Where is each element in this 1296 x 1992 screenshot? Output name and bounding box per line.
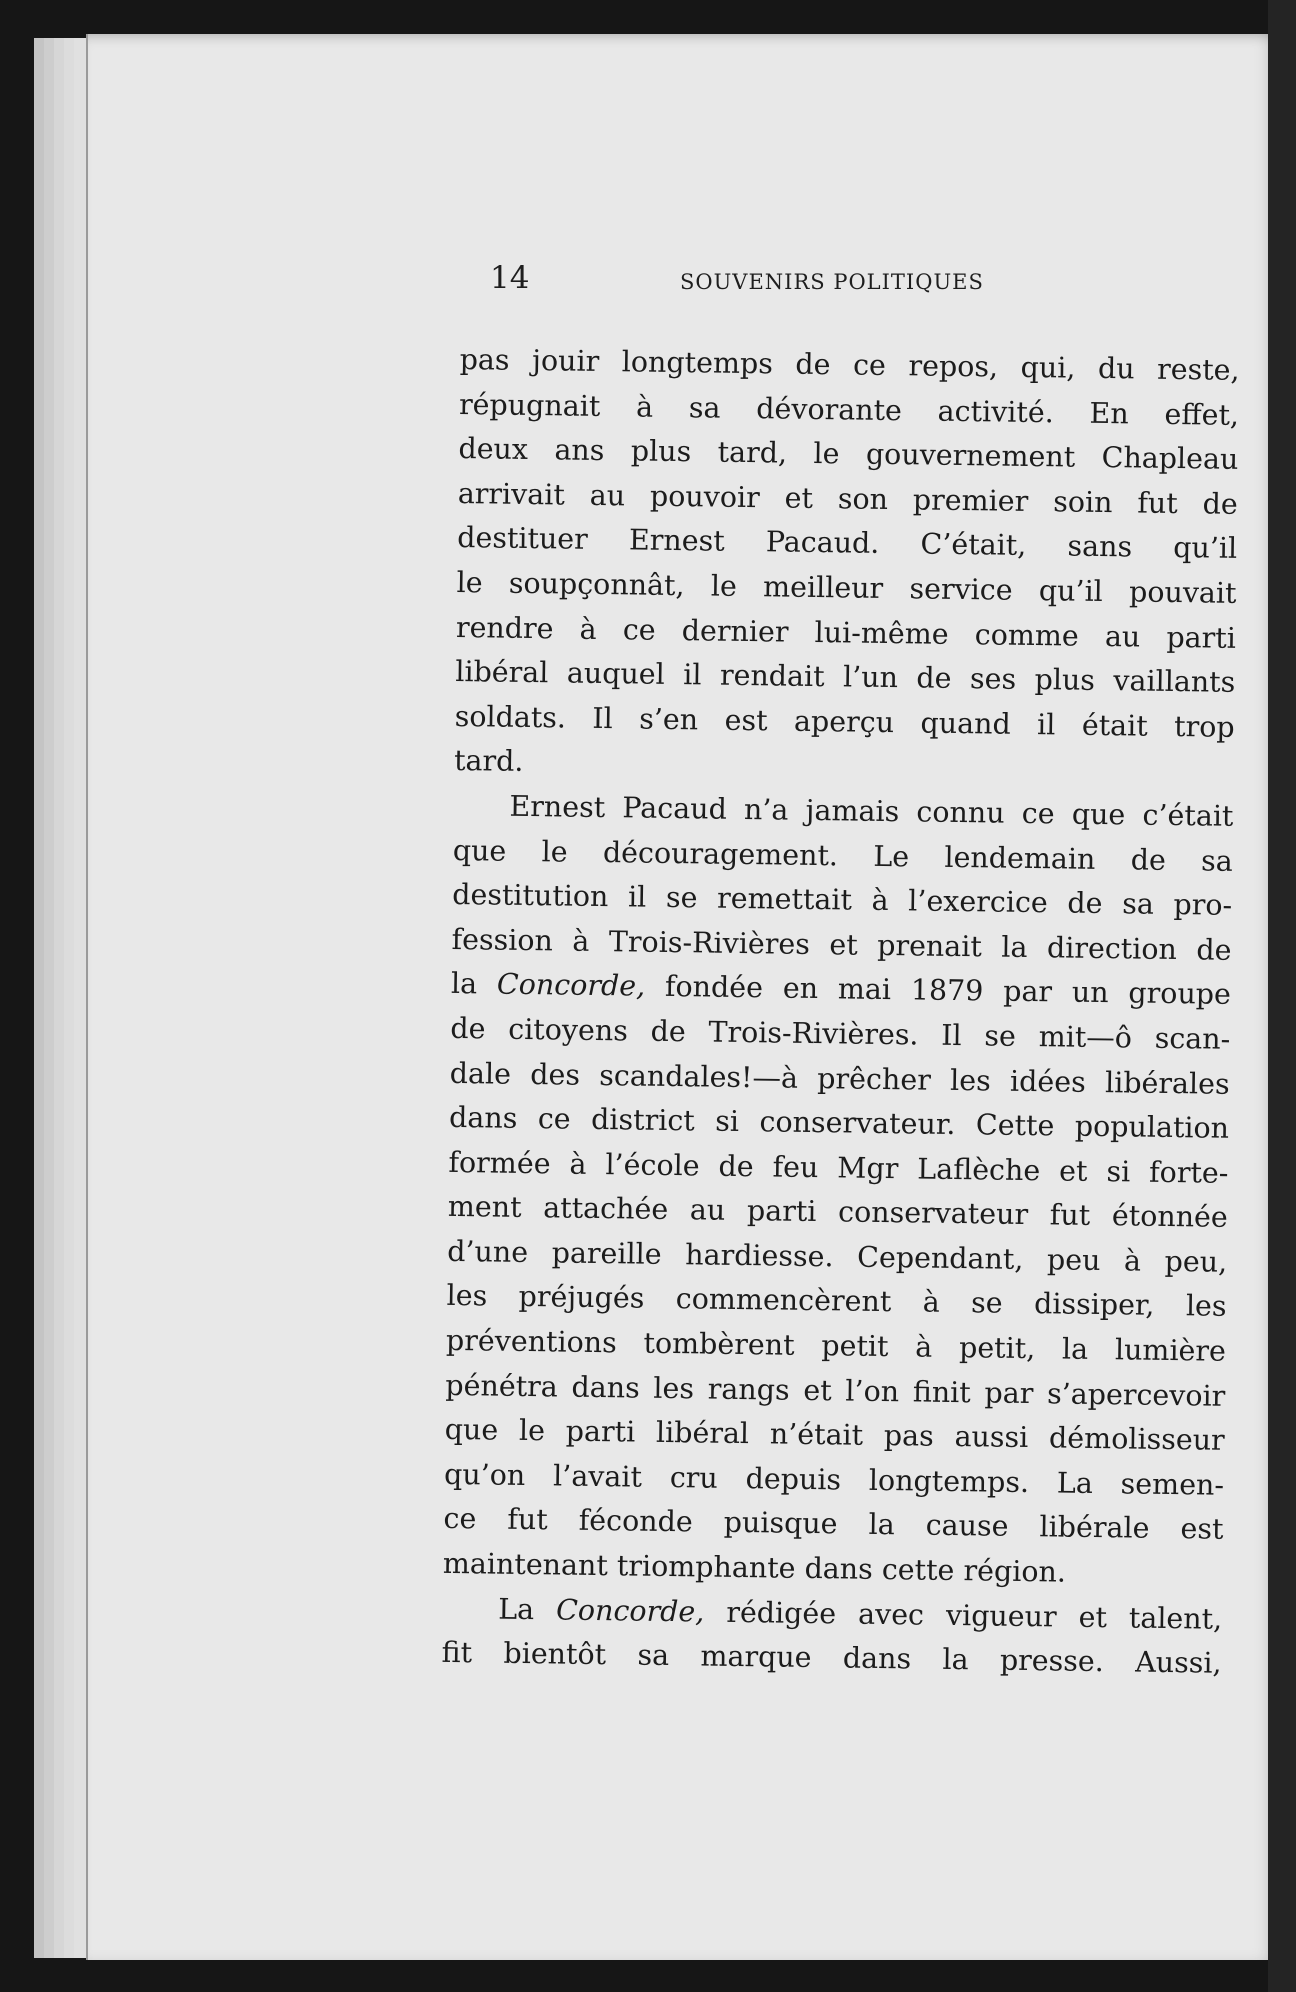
body-text bbox=[441, 338, 1240, 1687]
text-line: deux ans plus tard, le gouvernement Chapleau bbox=[458, 432, 1239, 477]
text-line: arrivait au pouvoir et son premier soin fut de bbox=[457, 476, 1238, 521]
text-line: fession à Trois-Rivières et prenait la direction de bbox=[451, 922, 1232, 967]
newspaper-title: Concorde, bbox=[555, 1593, 705, 1629]
text-line: formée à l’école de feu Mgr Laflèche et si forte- bbox=[448, 1145, 1229, 1190]
book-gutter bbox=[1268, 0, 1296, 1992]
text-line: que le parti libéral n’était pas aussi démolisseur bbox=[444, 1413, 1225, 1458]
text-line: rendre à ce dernier lui-même comme au parti bbox=[455, 610, 1237, 655]
text-line: soldats. Il s’en est aperçu quand il était trop bbox=[454, 699, 1235, 744]
book-page bbox=[86, 34, 1278, 1960]
text-line: que le découragement. Le lendemain de sa bbox=[452, 833, 1234, 878]
text-line: tard. bbox=[453, 744, 524, 779]
text-line: destitution il se remettait à l’exercice de sa pro- bbox=[451, 878, 1233, 922]
text-line: les préjugés commencèrent à se dissiper, les bbox=[446, 1279, 1227, 1324]
text-line: pas jouir longtemps de ce repos, qui, du reste, bbox=[459, 342, 1240, 387]
text-run: La bbox=[498, 1592, 557, 1627]
text-line: répugnait à sa dévorante activité. En effet, bbox=[458, 387, 1240, 432]
text-line: ment attachée au parti conservateur fut étonnée bbox=[447, 1190, 1229, 1235]
text-line: pénétra dans les rangs et l’on finit par s’apercevoir bbox=[445, 1368, 1226, 1413]
text-line: libéral auquel il rendait l’un de ses plus vaillants bbox=[455, 655, 1236, 700]
text-run: la bbox=[450, 967, 498, 1001]
text-run: fondée en mai 1879 par un groupe bbox=[644, 969, 1232, 1012]
text-line: destituer Ernest Pacaud. C’était, sans qu’il bbox=[456, 521, 1238, 566]
text-line: dale des scandales!—à prêcher les idées libérales bbox=[449, 1056, 1230, 1101]
text-line: dans ce district si conservateur. Cette population bbox=[448, 1101, 1230, 1145]
text-line: d’une pareille hardiesse. Cependant, peu à peu, bbox=[447, 1234, 1228, 1279]
text-line: maintenant triomphante dans cette région. bbox=[442, 1546, 1067, 1589]
text-line: de citoyens de Trois-Rivières. Il se mit—ô scan- bbox=[450, 1011, 1231, 1056]
text-line: Ernest Pacaud n’a jamais connu ce que c’était bbox=[509, 789, 1234, 833]
page-header bbox=[490, 260, 1190, 300]
newspaper-title: Concorde, bbox=[496, 967, 646, 1003]
text-line: préventions tombèrent petit à petit, la lumière bbox=[445, 1323, 1227, 1368]
text-line: qu’on l’avait cru depuis longtemps. La semen- bbox=[443, 1457, 1225, 1502]
text-line: fit bientôt sa marque dans la presse. Aussi, bbox=[441, 1636, 1222, 1680]
text-line: ce fut féconde puisque la cause libérale est bbox=[443, 1502, 1224, 1547]
running-head: SOUVENIRS POLITIQUES bbox=[680, 270, 984, 294]
text-line: le soupçonnât, le meilleur service qu’il pouvait bbox=[456, 565, 1237, 610]
page-number: 14 bbox=[490, 260, 530, 296]
text-run: rédigée avec vigueur et talent, bbox=[704, 1595, 1223, 1636]
